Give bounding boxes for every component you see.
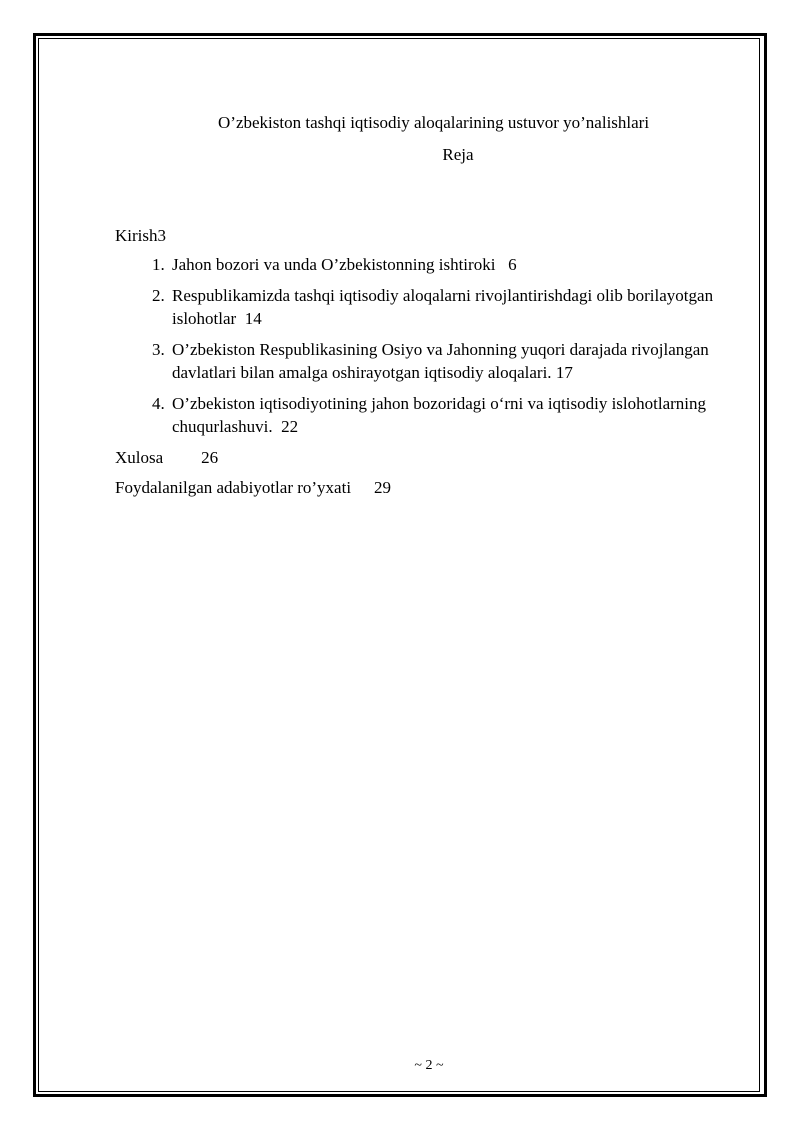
toc-item	[115, 284, 715, 330]
toc-item	[115, 338, 715, 384]
toc-conclusion-label: Xulosa	[115, 448, 164, 467]
page-border-inner	[38, 38, 760, 1092]
toc-item-number: 2.	[152, 286, 165, 305]
toc-item-number: 3.	[152, 340, 165, 359]
page-number-footer: ~ 2 ~	[414, 1058, 444, 1073]
toc-item-text: O’zbekiston iqtisodiyotining jahon bozoridagi o‘rni va iqtisodiy islohotlarning chuqurlashuvi.	[172, 394, 707, 436]
toc-item-number: 4.	[152, 394, 165, 413]
toc-item-text: Respublikamizda tashqi iqtisodiy aloqalarni rivojlantirishdagi olib borilayotgan islohotlar	[172, 286, 714, 328]
toc-item-page: 6	[508, 255, 517, 274]
toc-item-page: 22	[281, 417, 299, 436]
toc-list	[115, 253, 715, 438]
toc-references-label: Foydalanilgan adabiyotlar ro’yxati	[115, 478, 352, 497]
toc-item-text: O’zbekiston Respublikasining Osiyo va Jahonning yuqori darajada rivojlangan davlatlari bilan amalga oshirayotgan iqtisodiy aloqalari.	[172, 340, 709, 382]
toc-item-text: Jahon bozori va unda O’zbekistonning ishtiroki	[172, 255, 496, 274]
toc-item-page: 17	[555, 363, 573, 382]
toc-item-number: 1.	[152, 255, 165, 274]
table-of-contents	[115, 224, 715, 499]
document-title: O’zbekiston tashqi iqtisodiy aloqalarining ustuvor yo’nalishlari	[218, 113, 650, 132]
toc-item-page: 14	[244, 309, 262, 328]
toc-conclusion-page: 26	[201, 448, 219, 467]
document-subtitle: Reja	[442, 145, 474, 164]
toc-conclusion	[115, 446, 715, 469]
toc-item	[115, 392, 715, 438]
toc-references	[115, 476, 715, 499]
toc-references-page: 29	[374, 478, 392, 497]
toc-item	[115, 253, 715, 276]
toc-intro: Kirish3	[115, 226, 166, 245]
